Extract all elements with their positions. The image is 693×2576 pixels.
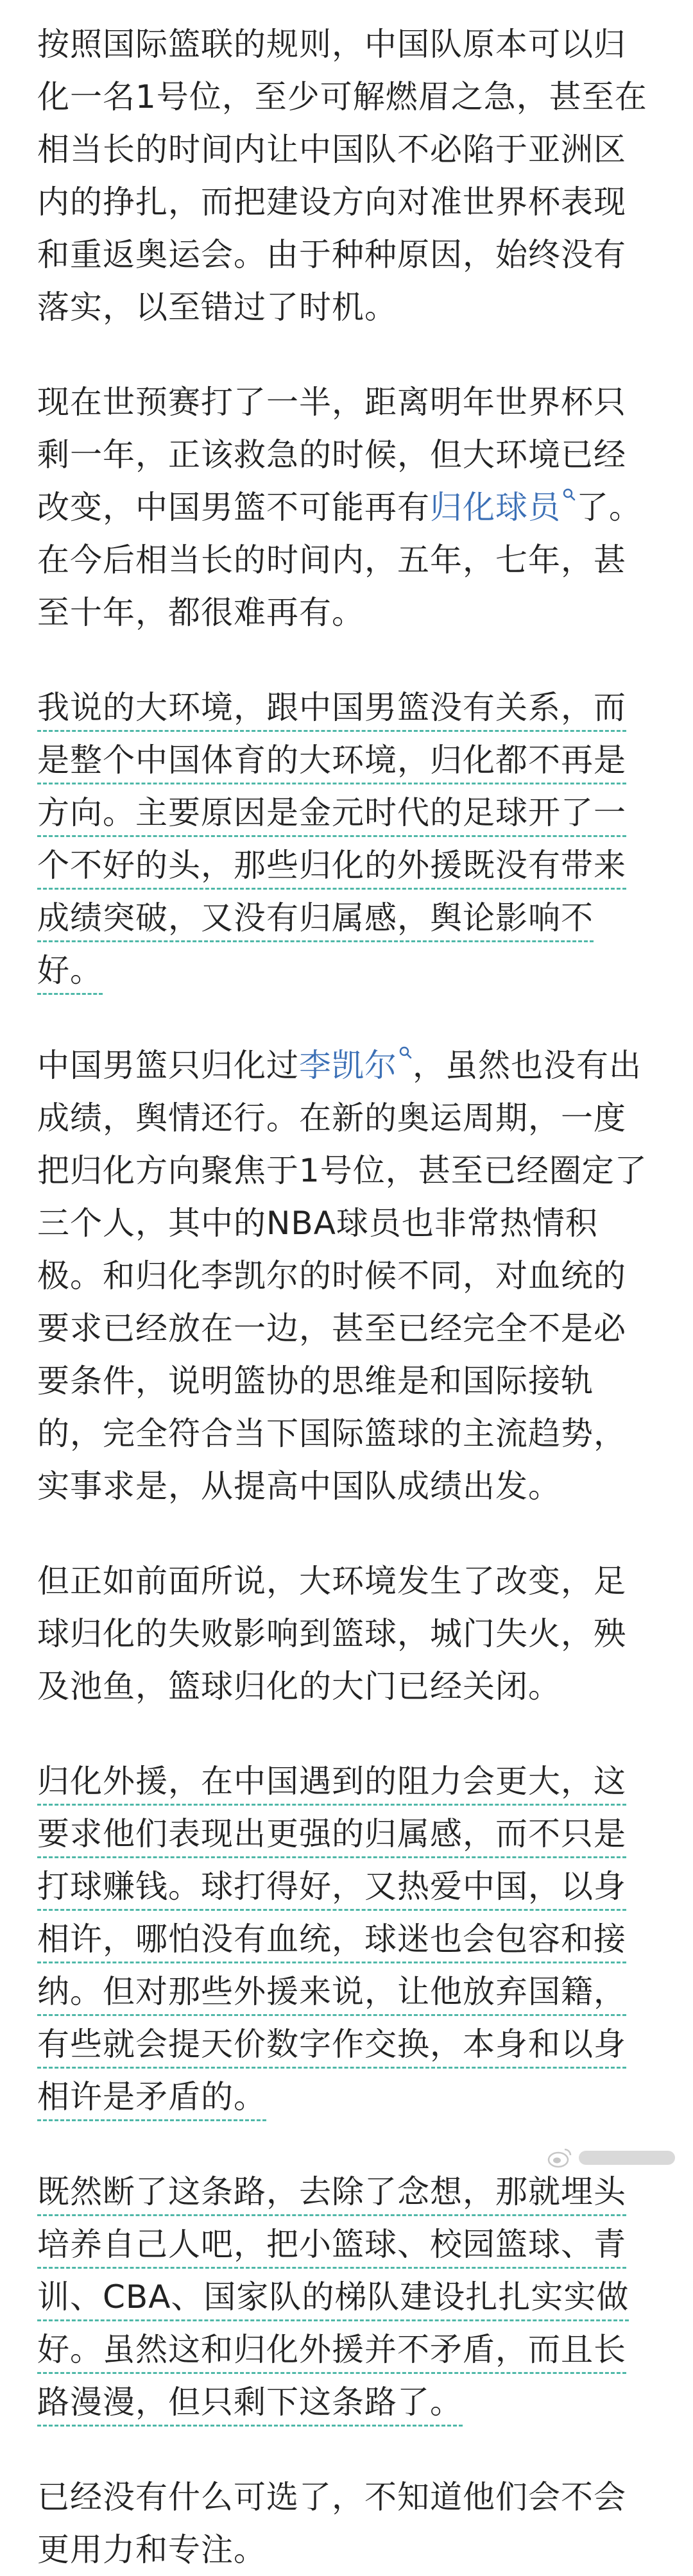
topic-link-text: 李凯尔: [299, 1047, 397, 1084]
paragraph-text: 我说的大环境，跟中国男篮没有关系，而是整个中国体育的大环境，归化都不再是方向。主要原因是金元时代的足球开了一个不好的头，那些归化的外援既没有带来成绩突破，又没有归属感，舆论影响不好。: [37, 689, 626, 995]
article-paragraph: [37, 2165, 656, 2428]
paragraph-text: ，虽然也没有出成绩，舆情还行。在新的奥运周期，一度把归化方向聚焦于1号位，甚至已经圈定了三个人，其中的NBA球员也非常热情积极。和归化李凯尔的时候不同，对血统的要求已经放在一边，甚至已经完全不是必要条件，说明篮协的思维是和国际接轨的，完全符合当下国际篮球的主流趋势，实事求是，从提高中国队成绩出发。: [37, 1047, 647, 1505]
paragraph-text: 按照国际篮联的规则，中国队原本可以归化一名1号位，至少可解燃眉之急，甚至在相当长的时间内让中国队不必陷于亚洲区内的挣扎，而把建设方向对准世界杯表现和重返奥运会。由于种种原因，始终没有落实，以至错过了时机。: [37, 26, 647, 326]
topic-search-link[interactable]: [430, 489, 576, 526]
paragraph-text: 归化外援，在中国遇到的阻力会更大，这要求他们表现出更强的归属感，而不只是打球赚钱。球打得好，又热爱中国，以身相许，哪怕没有血统，球迷也会包容和接纳。但对那些外援来说，让他放弃国籍，有些就会提天价数字作交换，本身和以身相许是矛盾的。: [37, 1763, 626, 2121]
weibo-logo-icon: [547, 2147, 572, 2169]
watermark-account-blurred: [579, 2151, 675, 2165]
paragraph-text: 现在世预赛打了一半，距离明年世界杯只剩一年，正该救急的时候，但大环境已经改变，中国男篮不可能再有: [37, 384, 626, 526]
search-icon: [398, 1046, 413, 1060]
paragraph-text: 但正如前面所说，大环境发生了改变，足球归化的失败影响到篮球，城门失火，殃及池鱼，篮球归化的大门已经关闭。: [37, 1563, 626, 1705]
paragraph-text: 中国男篮只归化过: [37, 1047, 299, 1084]
article-paragraph: [37, 18, 656, 334]
paragraph-text: 已经没有什么可选了，不知道他们会不会更用力和专注。: [37, 2479, 626, 2568]
article-paragraph: [37, 376, 656, 639]
paragraph-text: 既然断了这条路，去除了念想，那就埋头培养自己人吧，把小篮球、校园篮球、青训、CBA、国家队的梯队建设扎扎实实做好。虽然这和归化外援并不矛盾，而且长路漫漫，但只剩下这条路了。: [37, 2173, 629, 2427]
topic-link-text: 归化球员: [430, 489, 561, 526]
article-paragraph: [37, 2471, 656, 2576]
topic-search-link[interactable]: [299, 1047, 413, 1084]
watermark: [547, 2143, 675, 2173]
article-paragraph: [37, 1039, 656, 1513]
search-icon: [562, 487, 576, 502]
paragraph-text: 了。在今后相当长的时间内，五年，七年，甚至十年，都很难再有。: [37, 489, 642, 631]
article-paragraph: [37, 1555, 656, 1713]
article-paragraph: [37, 1755, 656, 2123]
article-paragraph: [37, 681, 656, 997]
